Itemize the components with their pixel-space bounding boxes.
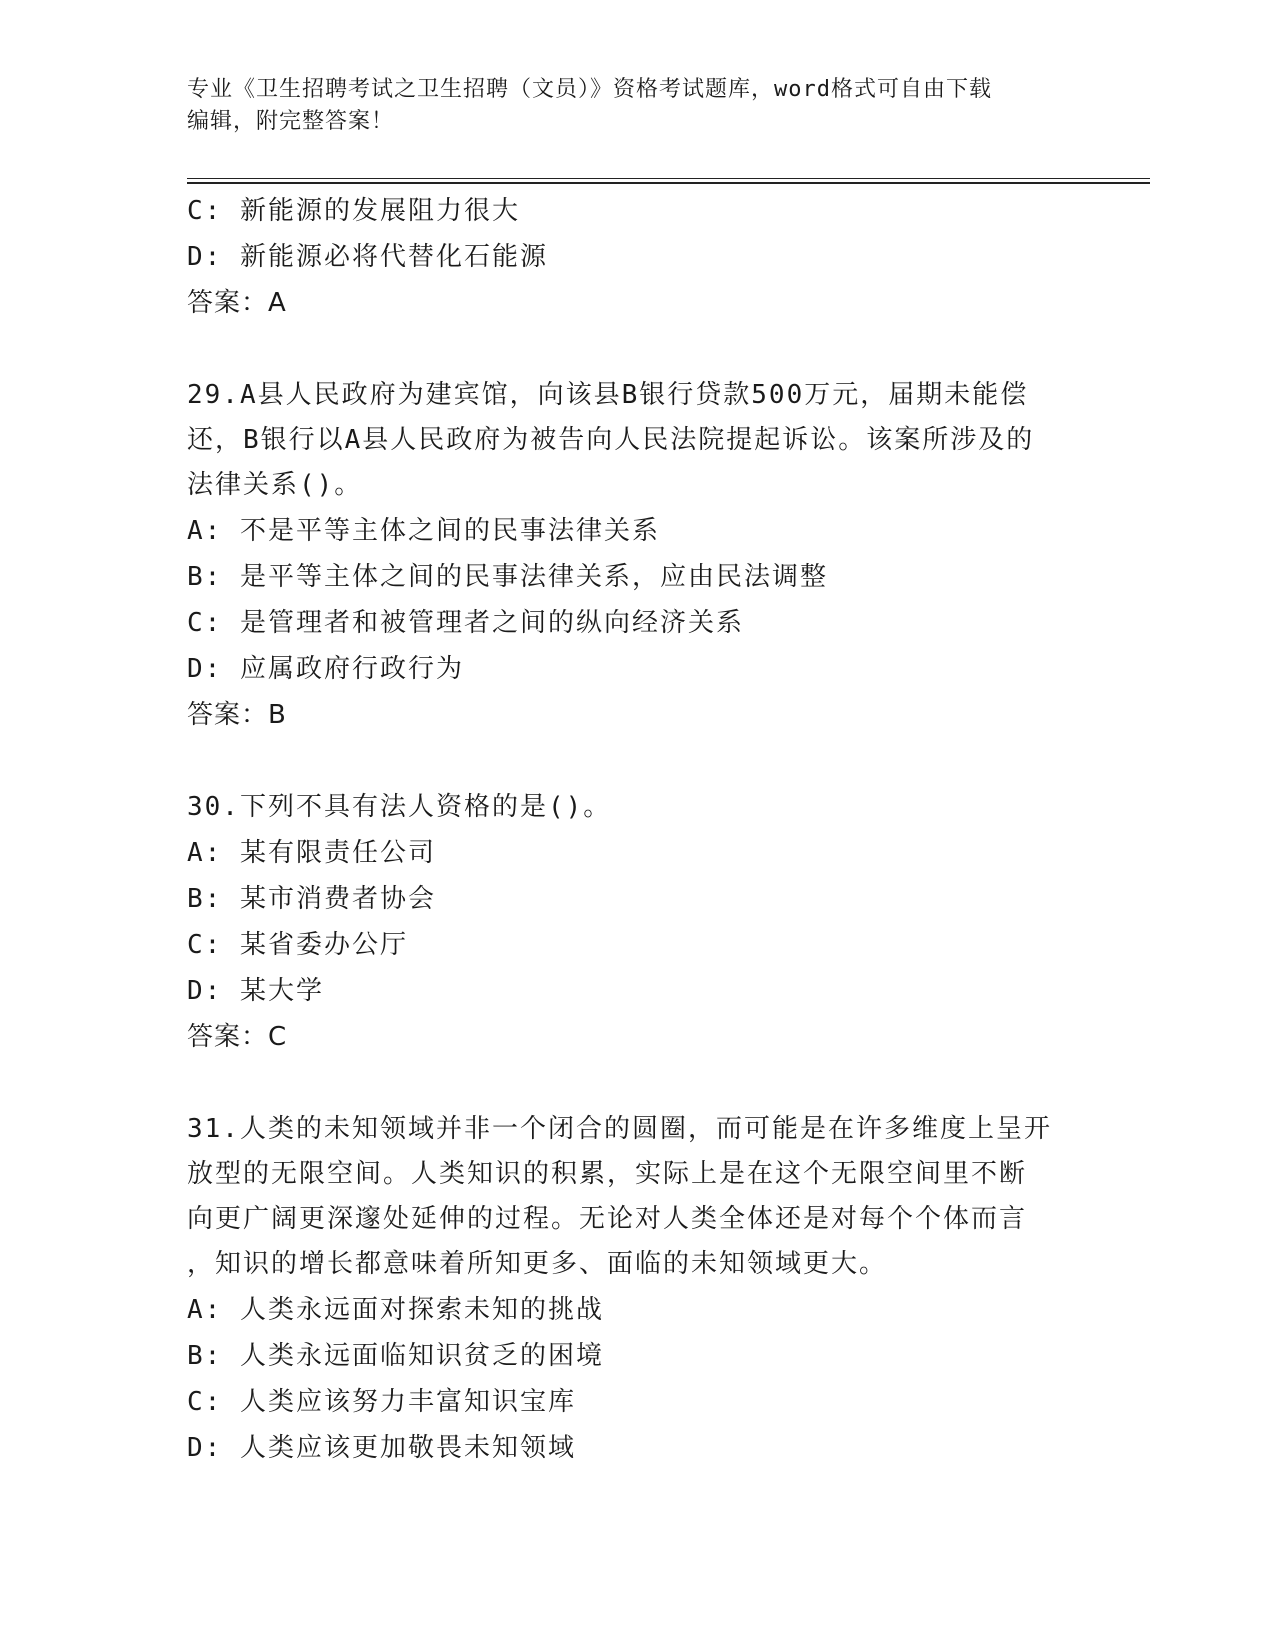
header-divider-thick — [187, 182, 1150, 184]
question-stem-line: 29.A县人民政府为建宾馆，向该县B银行贷款500万元，届期未能偿 — [187, 380, 1029, 410]
question-stem-line: ，知识的增长都意味着所知更多、面临的未知领域更大。 — [187, 1249, 888, 1279]
header-line-1: 专业《卫生招聘考试之卫生招聘（文员）》资格考试题库，word格式可自由下载 — [187, 77, 992, 102]
header-divider-thin — [187, 178, 1150, 179]
option-c: C: 某省委办公厅 — [187, 930, 408, 960]
answer-line: 答案：C — [187, 1022, 288, 1052]
option-d: D: 应属政府行政行为 — [187, 654, 464, 684]
question-stem-line: 还，B银行以A县人民政府为被告向人民法院提起诉讼。该案所涉及的 — [187, 425, 1035, 455]
option-b: B: 是平等主体之间的民事法律关系，应由民法调整 — [187, 562, 828, 592]
option-d: D: 人类应该更加敬畏未知领域 — [187, 1433, 576, 1463]
question-stem-line: 放型的无限空间。人类知识的积累，实际上是在这个无限空间里不断 — [187, 1159, 1028, 1189]
question-stem-line: 30.下列不具有法人资格的是()。 — [187, 792, 612, 822]
document-header — [187, 74, 1087, 138]
option-a: A: 不是平等主体之间的民事法律关系 — [187, 516, 660, 546]
option-c: C: 人类应该努力丰富知识宝库 — [187, 1387, 576, 1417]
answer-line: 答案：B — [187, 700, 287, 730]
spacer — [187, 1060, 1087, 1107]
option-c: C: 是管理者和被管理者之间的纵向经济关系 — [187, 608, 744, 638]
spacer — [187, 326, 1087, 373]
spacer — [187, 738, 1087, 785]
question-stem-line: 向更广阔更深邃处延伸的过程。无论对人类全体还是对每个个体而言 — [187, 1204, 1028, 1234]
option-d: D: 新能源必将代替化石能源 — [187, 242, 548, 272]
question-28-tail — [187, 188, 1087, 326]
question-stem-line: 法律关系()。 — [187, 470, 363, 500]
option-c: C: 新能源的发展阻力很大 — [187, 196, 520, 226]
question-stem-line: 31.人类的未知领域并非一个闭合的圆圈，而可能是在许多维度上呈开 — [187, 1114, 1052, 1144]
header-line-2: 编辑，附完整答案！ — [187, 109, 395, 134]
question-31 — [187, 1107, 1087, 1471]
option-a: A: 某有限责任公司 — [187, 838, 436, 868]
answer-line: 答案：A — [187, 288, 287, 318]
question-list — [187, 188, 1087, 1471]
option-b: B: 人类永远面临知识贫乏的困境 — [187, 1341, 604, 1371]
option-a: A: 人类永远面对探索未知的挑战 — [187, 1295, 604, 1325]
question-29 — [187, 373, 1087, 738]
option-b: B: 某市消费者协会 — [187, 884, 436, 914]
question-30 — [187, 785, 1087, 1060]
option-d: D: 某大学 — [187, 976, 324, 1006]
